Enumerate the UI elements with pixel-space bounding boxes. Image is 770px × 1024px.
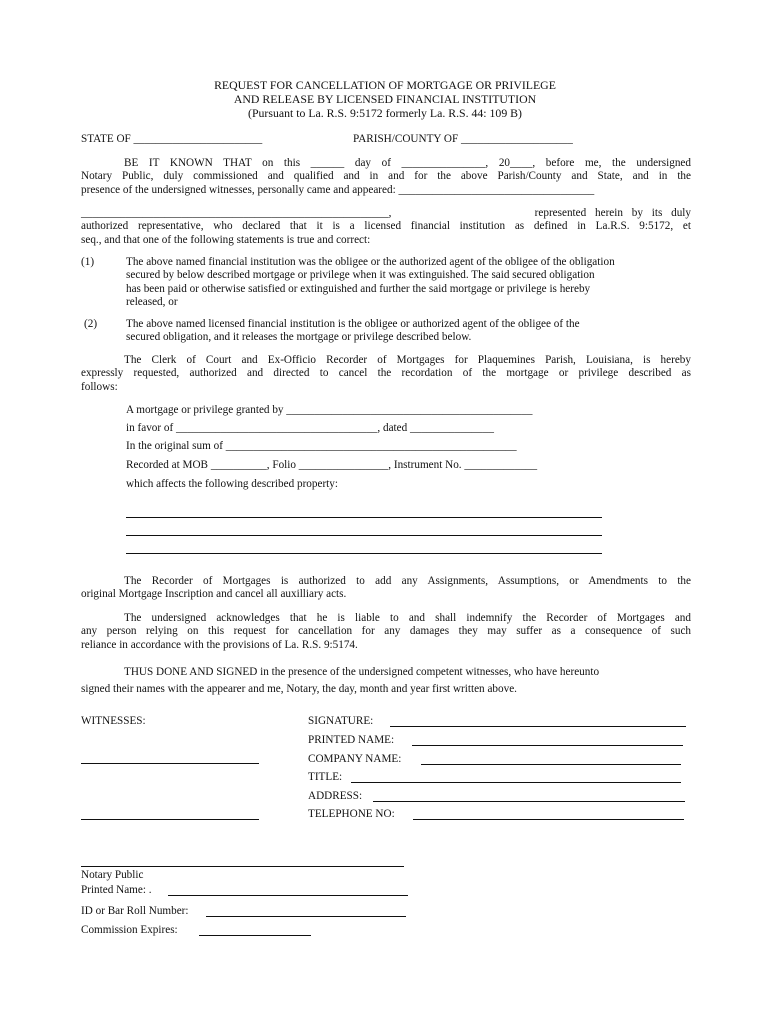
telephone-line[interactable]: [413, 819, 684, 820]
statement-1: [126, 256, 691, 310]
thus-done-line-2: signed their names with the appearer and me, Notary, the day, month and year first written above.: [81, 683, 517, 696]
statement-1-number: (1): [81, 256, 95, 268]
signature-line[interactable]: [390, 726, 686, 727]
statement-1-line-2: secured by below described mortgage or privilege when it was extinguished. The said secured obligation: [126, 269, 595, 282]
address-line[interactable]: [373, 801, 685, 802]
statement-1-line-1: The above named financial institution was the obligee or the authorized agent of the obligee of the obligation: [126, 256, 615, 268]
thus-done-paragraph: [81, 666, 691, 697]
witness-1-signature-line[interactable]: [81, 763, 259, 764]
title-line[interactable]: [351, 782, 681, 783]
statement-2-line-2: secured obligation, and it releases the mortgage or privilege described below.: [126, 331, 472, 344]
indemnify-line-3: reliance in accordance with the provisions of La. R.S. 9:5174.: [81, 638, 358, 651]
notary-signature-line[interactable]: [81, 866, 404, 867]
state-of-field[interactable]: STATE OF _______________________: [81, 133, 263, 145]
signature-label: SIGNATURE:: [308, 715, 374, 727]
id-bar-roll-label: ID or Bar Roll Number:: [81, 905, 189, 917]
granted-by-field[interactable]: A mortgage or privilege granted by ____________________________________________: [126, 404, 533, 416]
address-label: ADDRESS:: [308, 790, 363, 802]
recorder-paragraph: [81, 575, 691, 602]
property-line-3[interactable]: [126, 553, 602, 554]
commission-expires-label: Commission Expires:: [81, 924, 178, 936]
notary-printed-name-line[interactable]: [168, 895, 408, 896]
property-line-2[interactable]: [126, 535, 602, 536]
intro-line-3: presence of the undersigned witnesses, personally came and appeared: ___________________________________: [81, 183, 595, 196]
intro-paragraph: [81, 157, 691, 197]
statement-2: [126, 318, 691, 345]
witnesses-label: WITNESSES:: [81, 715, 146, 727]
indemnify-line-1: The undersigned acknowledges that he is liable to and shall indemnify the Recorder of Mortgages and: [124, 612, 691, 624]
appeared-line-2: authorized representative, who declared that it is a licensed financial institution as defined in La.R.S. 9:5172, et: [81, 220, 691, 233]
document-title-line-1: REQUEST FOR CANCELLATION OF MORTGAGE OR PRIVILEGE: [214, 78, 556, 92]
statement-2-number: (2): [84, 318, 98, 330]
intro-line-1: BE IT KNOWN THAT on this ______ day of _______________, 20____, before me, the undersigned: [124, 157, 691, 169]
id-bar-roll-line[interactable]: [206, 916, 406, 917]
printed-name-label: PRINTED NAME:: [308, 734, 395, 746]
printed-name-line[interactable]: [412, 745, 683, 746]
appearer-name-blank[interactable]: _______________________________________________________,: [81, 207, 392, 219]
property-line-1[interactable]: [126, 517, 602, 518]
appeared-line-3: seq., and that one of the following statements is true and correct:: [81, 233, 371, 246]
in-favor-of-field[interactable]: in favor of ____________________________________, dated _______________: [126, 422, 494, 434]
indemnify-line-2: any person relying on this request for cancellation for any damages they may suffer as a consequence of such: [81, 625, 691, 638]
parish-county-field[interactable]: PARISH/COUNTY OF ____________________: [353, 133, 573, 145]
appeared-paragraph: [81, 207, 691, 247]
clerk-line-3: follows:: [81, 380, 118, 393]
indemnify-paragraph: [81, 612, 691, 652]
appeared-line-1: [81, 207, 691, 220]
recorded-at-field[interactable]: Recorded at MOB __________, Folio ________________, Instrument No. _____________: [126, 459, 538, 471]
recorder-line-2: original Mortgage Inscription and cancel all auxilliary acts.: [81, 588, 347, 601]
recorder-line-1: The Recorder of Mortgages is authorized to add any Assignments, Assumptions, or Amendments to the: [124, 575, 691, 587]
document-subtitle: (Pursuant to La. R.S. 9:5172 formerly La. R.S. 44: 109 B): [248, 106, 522, 120]
statement-1-line-3: has been paid or otherwise satisfied or extinguished and further the said mortgage or privilege is hereby: [126, 282, 591, 295]
commission-expires-line[interactable]: [199, 935, 311, 936]
notary-printed-name-label: Printed Name: .: [81, 884, 152, 896]
appeared-line-1-rest: represented herein by its duly: [534, 207, 691, 219]
statement-1-line-4: released, or: [126, 296, 178, 309]
property-label: which affects the following described property:: [126, 478, 338, 490]
notary-public-label: Notary Public: [81, 869, 144, 881]
clerk-line-1: The Clerk of Court and Ex-Officio Recorder of Mortgages for Plaquemines Parish, Louisiana, is hereby: [124, 354, 691, 366]
company-name-label: COMPANY NAME:: [308, 753, 402, 765]
original-sum-field[interactable]: In the original sum of ____________________________________________________: [126, 440, 517, 452]
witness-2-signature-line[interactable]: [81, 819, 259, 820]
company-name-line[interactable]: [421, 764, 681, 765]
clerk-paragraph: [81, 354, 691, 394]
clerk-line-2: expressly requested, authorized and directed to cancel the recordation of the mortgage or privilege described as: [81, 367, 691, 380]
document-title-line-2: AND RELEASE BY LICENSED FINANCIAL INSTITUTION: [233, 92, 537, 106]
statement-2-line-1: The above named licensed financial institution is the obligee or authorized agent of the obligee of the: [126, 318, 580, 330]
title-label: TITLE:: [308, 771, 343, 783]
intro-line-2: Notary Public, duly commissioned and qualified and in and for the above Parish/County and State, and in the: [81, 170, 691, 183]
telephone-label: TELEPHONE NO:: [308, 808, 395, 820]
thus-done-line-1: THUS DONE AND SIGNED in the presence of the undersigned competent witnesses, who have hereunto: [124, 666, 600, 678]
